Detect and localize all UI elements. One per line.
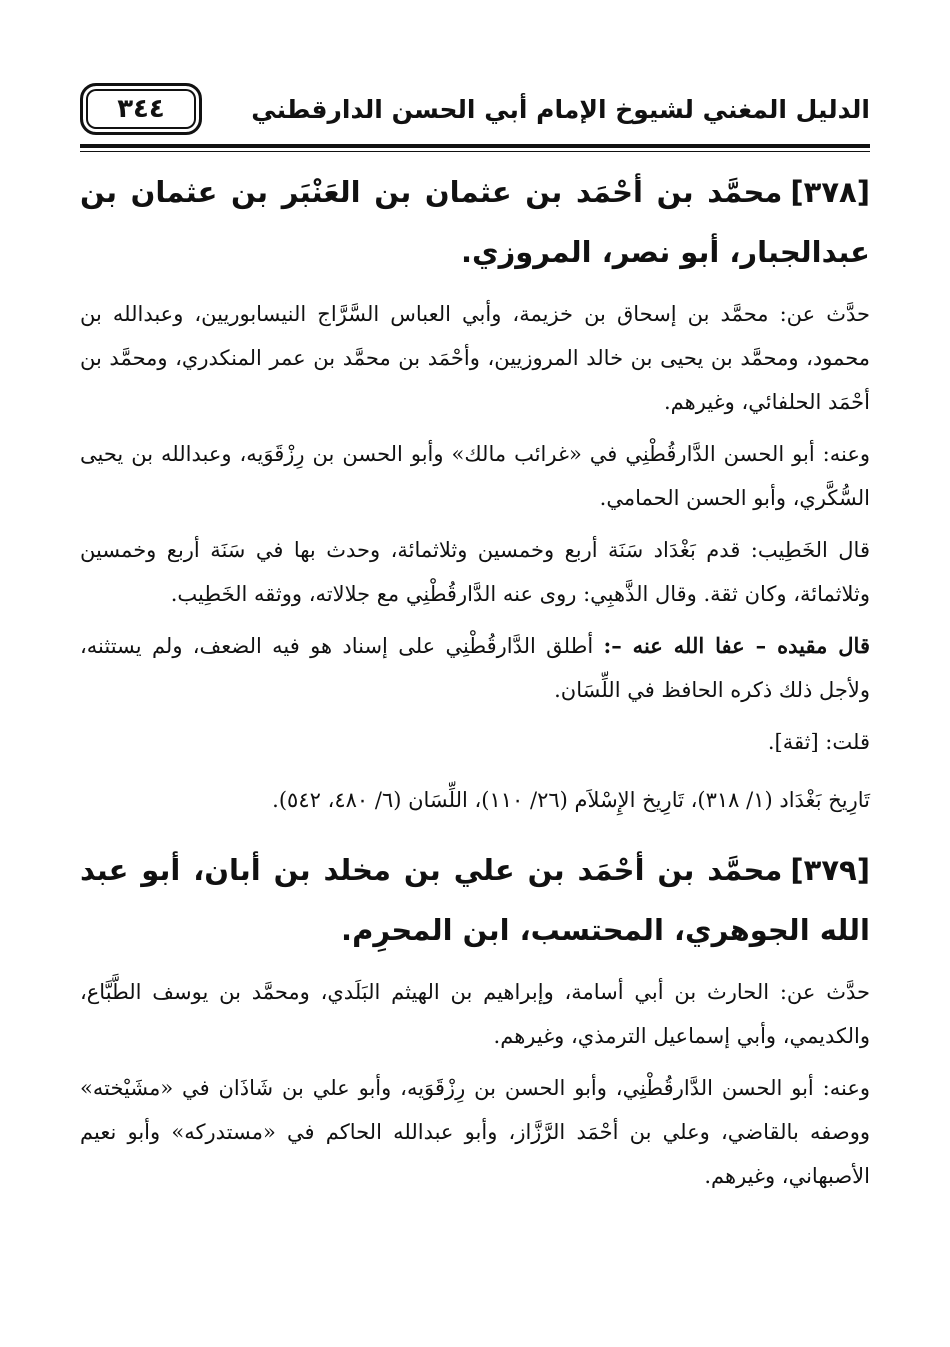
entry-heading xyxy=(80,840,870,960)
header-rule-thin xyxy=(80,151,870,152)
page-number: ٣٤٤ xyxy=(80,83,202,135)
entry-khatib-note: قال الخَطِيب: قدم بَغْدَاد سَنَة أربع وخمسين وثلاثمائة، وحدث بها في سَنَة أربع وخمسين وثلاثمائة، وكان ثقة. وقال الذَّهبِي: روى عنه الدَّارقُطْنِي مع جلالاته، ووثقه الخَطِيب. xyxy=(80,538,870,606)
running-title: الدليل المغني لشيوخ الإمام أبي الحسن الدارقطني xyxy=(251,94,870,124)
entry-heading xyxy=(80,162,870,282)
page-header xyxy=(80,78,870,140)
entry-number: [٣٧٨] xyxy=(790,175,870,209)
entry-spacer xyxy=(80,830,870,840)
entry-author-note xyxy=(80,624,870,712)
entry-verdict: قلت: [ثقة]. xyxy=(767,730,870,754)
entry-title: محمَّد بن أحْمَد بن علي بن مخلد بن أبان، أبو عبد الله الجوهري، المحتسب، ابن المحرِم. xyxy=(80,853,870,947)
header-rule xyxy=(80,144,870,148)
entry-students: وعنه: أبو الحسن الدَّارقُطْنِي، وأبو الحسن بن رِزْقَوَيه، وأبو علي بن شَاذَان في «مشَيْخته» ووصفه بالقاضي، وعلي بن أحْمَد الرَّزَّاز، وأبو عبدالله الحاكم في «مستدركه» وأبو نعيم الأصبهاني، وغيرهم. xyxy=(80,1076,870,1188)
entry-teachers: حدَّث عن: الحارث بن أبي أسامة، وإبراهيم بن الهيثم البَلَدي، ومحمَّد بن يوسف الطَّبَّاع، والكديمي، وأبي إسماعيل الترمذي، وغيرهم. xyxy=(80,980,870,1048)
entry-teachers: حدَّث عن: محمَّد بن إسحاق بن خزيمة، وأبي العباس السَّرَّاج النيسابوريين، وعبدالله بن محمود، ومحمَّد بن يحيى بن خالد المروزيين، وأحْمَد بن محمَّد بن عمر المنكدري، ومحمَّد بن أحْمَد الحلفائي، وغيرهم. xyxy=(80,302,870,414)
entry-title: محمَّد بن أحْمَد بن عثمان بن العَنْبَر بن عثمان بن عبدالجبار، أبو نصر، المروزي. xyxy=(80,175,870,269)
page-body xyxy=(80,162,870,1206)
entry-students: وعنه: أبو الحسن الدَّارقُطْنِي في «غرائب مالك» وأبو الحسن بن رِزْقَوَيه، وعبدالله بن يحيى السُّكَّري، وأبو الحسن الحمامي. xyxy=(80,442,870,510)
author-note-lead: قال مقيده – عفا الله عنه –: xyxy=(603,633,870,658)
author-note-text: أطلق الدَّارقُطْنِي على إسناد هو فيه الضعف، ولم يستثنه، ولأجل ذلك ذكره الحافظ في اللِّسَان. xyxy=(80,634,870,702)
entry-sources: تَارِيخ بَغْدَاد (١/ ٣١٨)، تَارِيخ الإِسْلاَم (٢٦/ ١١٠)، اللِّسَان (٦/ ٤٨٠، ٥٤٢). xyxy=(272,788,870,812)
entry-number: [٣٧٩] xyxy=(790,853,870,887)
